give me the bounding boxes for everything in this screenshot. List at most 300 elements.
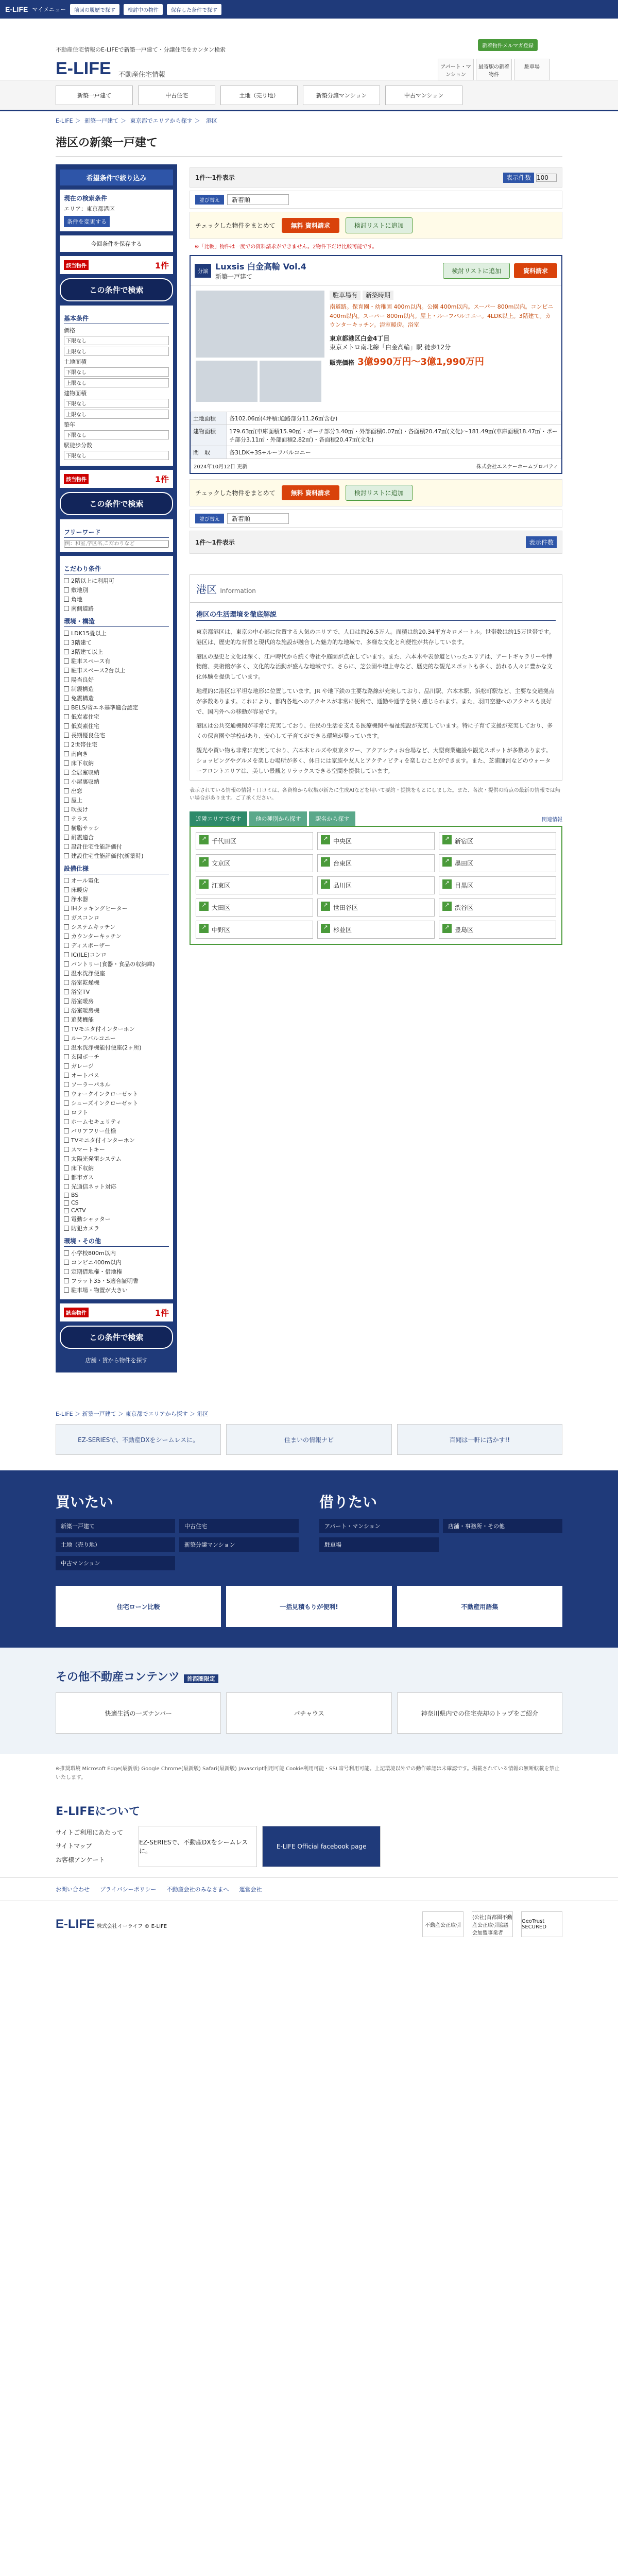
change-conditions-button[interactable]: 条件を変更する: [64, 216, 110, 227]
checkbox-label: 吹抜け: [71, 806, 88, 813]
building-area-label: 建物面積: [64, 390, 87, 397]
filter-checkbox[interactable]: [64, 1136, 169, 1144]
price-label: 価格: [64, 327, 75, 334]
filter-checkbox[interactable]: [64, 805, 169, 814]
footer-nav-link[interactable]: 中古住宅: [179, 1519, 299, 1533]
age-select[interactable]: 下限なし: [64, 430, 169, 439]
search-button[interactable]: この条件で検索: [60, 492, 173, 515]
saved-search-button[interactable]: 保存した条件で探す: [167, 4, 221, 15]
checkbox-icon[interactable]: [64, 896, 69, 902]
filter-checkbox[interactable]: [64, 731, 169, 739]
price-min-select[interactable]: 下限なし: [64, 336, 169, 345]
checkbox-icon[interactable]: [64, 1036, 69, 1041]
checkbox-label: システムキッチン: [71, 924, 116, 930]
filter-checkbox[interactable]: [64, 932, 169, 940]
checkbox-icon[interactable]: [64, 816, 69, 821]
recent-history-button[interactable]: 前回の履歴で探す: [70, 4, 119, 15]
filter-checkbox[interactable]: [64, 969, 169, 977]
nearby-area-link[interactable]: ↗ 文京区: [196, 854, 313, 872]
nearby-area-link[interactable]: ↗ 江東区: [196, 876, 313, 894]
banner-ez-series[interactable]: EZ-SERIESで、不動産DXをシームレスに。: [56, 1424, 221, 1455]
nearby-area-link[interactable]: ↗ 目黒区: [439, 876, 556, 894]
filter-checkbox[interactable]: [64, 978, 169, 987]
hit-count-value: 1件: [154, 474, 169, 484]
filter-checkbox[interactable]: [64, 759, 169, 767]
filter-checkbox[interactable]: [64, 1199, 169, 1206]
freeword-input[interactable]: [64, 540, 169, 548]
filter-checkbox[interactable]: [64, 657, 169, 665]
checkbox-icon[interactable]: [64, 1008, 69, 1013]
nearby-area-link[interactable]: ↗ 世田谷区: [317, 899, 435, 917]
search-button[interactable]: この条件で検索: [60, 1326, 173, 1349]
checkbox-icon[interactable]: [64, 1165, 69, 1171]
breadcrumb-item[interactable]: 新築一戸建て: [82, 1411, 116, 1417]
about-link[interactable]: サイトマップ: [56, 1842, 92, 1850]
save-conditions-button[interactable]: 今回条件を保存する: [60, 235, 173, 252]
checkbox-label: 2階以上に利用可: [71, 578, 114, 584]
checkbox-icon[interactable]: [64, 1147, 69, 1152]
filter-checkbox[interactable]: [64, 1127, 169, 1135]
filter-checkbox[interactable]: [64, 577, 169, 585]
filter-checkbox[interactable]: [64, 787, 169, 795]
filter-checkbox[interactable]: [64, 1108, 169, 1116]
site-logo[interactable]: E-LIFE: [56, 59, 111, 78]
about-banner-facebook[interactable]: E-LIFE Official facebook page: [262, 1826, 381, 1867]
property-main-photo[interactable]: [196, 291, 324, 358]
bulk-request-button[interactable]: 無料 資料請求: [282, 485, 339, 500]
checkbox-icon[interactable]: [64, 1082, 69, 1087]
checkbox-icon[interactable]: [64, 696, 69, 701]
filter-checkbox[interactable]: [64, 595, 169, 603]
filter-checkbox[interactable]: [64, 777, 169, 786]
filter-checkbox[interactable]: [64, 1006, 169, 1014]
filter-checkbox[interactable]: [64, 1090, 169, 1098]
filter-checkbox[interactable]: [64, 1164, 169, 1172]
nearby-area-link[interactable]: ↗ 豊島区: [439, 921, 556, 939]
footer-nav-link[interactable]: 中古マンション: [56, 1556, 175, 1570]
header-link-parking[interactable]: 駐車場: [514, 59, 550, 80]
filter-checkbox[interactable]: [64, 1117, 169, 1126]
filter-checkbox[interactable]: [64, 913, 169, 922]
considering-list-button[interactable]: 検討中の物件: [124, 4, 163, 15]
filter-checkbox[interactable]: [64, 997, 169, 1005]
related-link[interactable]: 関連情報: [542, 817, 562, 823]
footer-link[interactable]: 不動産会社のみなさまへ: [166, 1886, 229, 1893]
checkbox-icon[interactable]: [64, 1026, 69, 1031]
checkbox-icon[interactable]: [64, 1063, 69, 1069]
filter-checkbox[interactable]: [64, 941, 169, 950]
filter-checkbox[interactable]: [64, 876, 169, 885]
filter-checkbox[interactable]: [64, 685, 169, 693]
filter-checkbox[interactable]: [64, 666, 169, 674]
filter-checkbox[interactable]: [64, 1080, 169, 1089]
sort-select[interactable]: 新着順: [227, 194, 289, 205]
header-catch: 不動産住宅情報のE-LIFEで新築一戸建て・分譲住宅をカンタン検索: [56, 46, 226, 53]
card-request-button[interactable]: 資料請求: [514, 263, 557, 278]
checkbox-label: 免震構造: [71, 695, 94, 702]
filter-checkbox[interactable]: [64, 1099, 169, 1107]
gnav-land[interactable]: 土地（売り地）: [220, 86, 298, 105]
breadcrumb: E-LIFE ＞ 新築一戸建て ＞ 東京都でエリアから探す ＞ 港区: [56, 117, 218, 124]
site-logo-small[interactable]: E-LIFE: [5, 5, 28, 13]
tab-station[interactable]: 駅名から探す: [309, 811, 355, 826]
bulk-request-button[interactable]: 無料 資料請求: [282, 218, 339, 233]
checkbox-icon[interactable]: [64, 1216, 69, 1222]
other-banner[interactable]: パチャウス: [226, 1692, 391, 1734]
footer-link[interactable]: プライバシーポリシー: [100, 1886, 157, 1893]
filter-checkbox[interactable]: [64, 1173, 169, 1181]
site-header: [0, 19, 618, 80]
checkbox-icon[interactable]: [64, 934, 69, 939]
checkbox-icon[interactable]: [64, 649, 69, 654]
footer-logo[interactable]: E-LIFE: [56, 1917, 95, 1931]
property-features: 南道路。保育園・幼稚園 400m以内。公園 400m以内。スーパー 800m以内。コンビニ 400m以内。スーパー 800m以内。屋上・ルーフバルコニー。4LDK以上。3階建て。カウンターキッチン。浴室暖房。浴室: [330, 303, 554, 329]
kodawari-title: こだわり条件: [64, 564, 169, 574]
filter-checkbox[interactable]: [64, 694, 169, 702]
checkbox-icon[interactable]: [64, 887, 69, 892]
filter-checkbox[interactable]: [64, 604, 169, 613]
buy-links: [56, 1519, 299, 1570]
filter-checkbox[interactable]: [64, 648, 169, 656]
checkbox-icon[interactable]: [64, 788, 69, 793]
nearby-area-link[interactable]: ↗ 墨田区: [439, 854, 556, 872]
nearby-area-link[interactable]: ↗ 渋谷区: [439, 899, 556, 917]
banner-estimate[interactable]: 一括見積もりが便利!: [226, 1586, 391, 1627]
footer-link[interactable]: 運営会社: [239, 1886, 262, 1893]
view-count-button[interactable]: 表示件数: [503, 173, 534, 183]
footer-feature-banners: [56, 1586, 562, 1627]
breadcrumb-item[interactable]: 新築一戸建て: [84, 117, 119, 124]
checkbox-icon[interactable]: [64, 853, 69, 858]
checkbox-icon[interactable]: [64, 825, 69, 831]
filter-checkbox[interactable]: [64, 951, 169, 959]
bulk-add-list-button[interactable]: 検討リストに追加: [346, 217, 413, 233]
filter-checkbox[interactable]: [64, 1034, 169, 1042]
nearby-area-link[interactable]: ↗ 中央区: [317, 832, 435, 850]
checkbox-icon[interactable]: [64, 844, 69, 849]
checkbox-icon[interactable]: [64, 578, 69, 583]
bulk-note: ※「比較」物件は一度での資料請求ができません。2物件下だけ比較可能です。: [195, 244, 377, 250]
filter-checkbox[interactable]: [64, 1249, 169, 1257]
card-add-list-button[interactable]: 検討リストに追加: [443, 263, 510, 279]
filter-checkbox[interactable]: [64, 722, 169, 730]
breadcrumb-item[interactable]: 東京都でエリアから探す: [130, 117, 193, 124]
gnav-used-mansion[interactable]: 中古マンション: [385, 86, 462, 105]
building-min-select[interactable]: 下限なし: [64, 399, 169, 408]
checkbox-label: 床暖房: [71, 887, 88, 893]
filter-checkbox[interactable]: [64, 1053, 169, 1061]
equip-list: [64, 876, 169, 1232]
filter-checkbox[interactable]: [64, 1071, 169, 1079]
about-link[interactable]: お客様アンケート: [56, 1856, 105, 1863]
property-price: 販売価格 3億990万円〜3億1,990万円: [330, 356, 484, 367]
walk-select[interactable]: 下限なし: [64, 451, 169, 460]
checkbox-icon[interactable]: [64, 686, 69, 691]
checkbox-label: 浄水器: [71, 896, 88, 903]
checkbox-icon[interactable]: [64, 723, 69, 728]
checkbox-icon[interactable]: [64, 668, 69, 673]
filter-checkbox[interactable]: [64, 675, 169, 684]
checkbox-icon[interactable]: [64, 1287, 69, 1293]
checkbox-icon[interactable]: [64, 1156, 69, 1161]
checkbox-icon[interactable]: [64, 915, 69, 920]
result-range: 1件〜1件表示: [195, 174, 235, 181]
checkbox-label: コンビニ400m以内: [71, 1259, 122, 1266]
checkbox-label: 浴室暖房: [71, 998, 94, 1005]
breadcrumb-item[interactable]: 東京都でエリアから探す: [125, 1411, 188, 1417]
filter-checkbox[interactable]: [64, 824, 169, 832]
checkbox-icon[interactable]: [64, 878, 69, 883]
nearby-area-link[interactable]: ↗ 中野区: [196, 921, 313, 939]
filter-checkbox[interactable]: [64, 629, 169, 637]
filter-checkbox[interactable]: [64, 768, 169, 776]
checkbox-icon[interactable]: [64, 705, 69, 710]
about-link[interactable]: サイトご利用にあたって: [56, 1829, 124, 1836]
property-sub-photo[interactable]: [260, 361, 321, 402]
sort-button[interactable]: 並び替え: [195, 514, 224, 523]
view-count-button[interactable]: 表示件数: [526, 536, 557, 548]
checkbox-icon[interactable]: [64, 1091, 69, 1096]
checkbox-icon[interactable]: [64, 807, 69, 812]
kodawari-list: [64, 577, 169, 613]
property-name[interactable]: Luxsis 白金高輪 Vol.4: [215, 262, 306, 272]
checkbox-icon[interactable]: [64, 597, 69, 602]
filter-checkbox[interactable]: [64, 1062, 169, 1070]
freeword-box: [60, 519, 173, 552]
filter-checkbox[interactable]: [64, 703, 169, 711]
checkbox-label: 浴室暖房機: [71, 1007, 99, 1014]
filter-checkbox[interactable]: [64, 833, 169, 841]
checkbox-icon[interactable]: [64, 1269, 69, 1274]
filter-checkbox[interactable]: [64, 815, 169, 823]
checkbox-icon[interactable]: [64, 980, 69, 985]
checkbox-label: 南向き: [71, 751, 88, 757]
land-min-select[interactable]: 下限なし: [64, 367, 169, 377]
filter-checkbox[interactable]: [64, 1224, 169, 1232]
gnav-new-mansion[interactable]: 新築分譲マンション: [303, 86, 380, 105]
bulk-add-list-button[interactable]: 検討リストに追加: [346, 485, 413, 501]
checkbox-label: 駐車場・物置が大きい: [71, 1287, 128, 1294]
checkbox-icon[interactable]: [64, 742, 69, 747]
checkbox-icon[interactable]: [64, 1226, 69, 1231]
checkbox-icon[interactable]: [64, 779, 69, 784]
property-sub-photo[interactable]: [196, 361, 258, 402]
checkbox-label: TVモニタ付インターホン: [71, 1137, 135, 1144]
breadcrumb-item[interactable]: E-LIFE: [56, 117, 73, 124]
geotrust-badge[interactable]: GeoTrust SECURED: [521, 1911, 562, 1937]
banner-glossary[interactable]: 不動産用語集: [397, 1586, 562, 1627]
checkbox-icon[interactable]: [64, 1128, 69, 1133]
checkbox-icon[interactable]: [64, 677, 69, 682]
header-link-station[interactable]: 最寄駅の新着物件: [476, 59, 512, 80]
checkbox-icon[interactable]: [64, 1208, 69, 1213]
nearby-area-link[interactable]: ↗ 品川区: [317, 876, 435, 894]
filter-checkbox[interactable]: [64, 1215, 169, 1223]
filter-checkbox[interactable]: [64, 923, 169, 931]
filter-checkbox[interactable]: [64, 1025, 169, 1033]
footer-link[interactable]: お問い合わせ: [56, 1886, 90, 1893]
filter-checkbox[interactable]: [64, 750, 169, 758]
copyright-text: 株式会社イーライフ © E-LIFE: [96, 1924, 167, 1929]
checkbox-label: ロフト: [71, 1109, 88, 1116]
nearby-area-link[interactable]: ↗ 杉並区: [317, 921, 435, 939]
checkbox-label: 出窓: [71, 788, 82, 794]
checkbox-icon[interactable]: [64, 798, 69, 803]
checkbox-icon[interactable]: [64, 1193, 69, 1198]
filter-checkbox[interactable]: [64, 895, 169, 903]
nearby-area-link[interactable]: ↗ 新宿区: [439, 832, 556, 850]
land-max-select[interactable]: 上限なし: [64, 378, 169, 387]
filter-checkbox[interactable]: [64, 1182, 169, 1191]
filter-checkbox[interactable]: [64, 852, 169, 860]
checkbox-icon[interactable]: [64, 1138, 69, 1143]
footer-nav-link[interactable]: 店舗・事務所・その他: [443, 1519, 562, 1533]
footer-nav: [0, 1470, 618, 1648]
nearby-area-link[interactable]: ↗ 大田区: [196, 899, 313, 917]
footer-breadcrumb: E-LIFE ＞ 新築一戸建て ＞ 東京都でエリアから探す ＞ 港区: [56, 1411, 209, 1417]
filter-checkbox[interactable]: [64, 1043, 169, 1052]
property-card-body: [191, 285, 561, 412]
checkbox-icon[interactable]: [64, 1175, 69, 1180]
checkbox-label: 設計住宅性能評価付: [71, 843, 122, 850]
checkbox-icon[interactable]: [64, 1119, 69, 1124]
checkbox-icon[interactable]: [64, 989, 69, 994]
banner-loan[interactable]: 住宅ローン比較: [56, 1586, 221, 1627]
checkbox-icon[interactable]: [64, 751, 69, 756]
filter-checkbox[interactable]: [64, 1145, 169, 1154]
store-search-link[interactable]: 店舗・賃から物件を探す: [85, 1357, 148, 1364]
checkbox-icon[interactable]: [64, 606, 69, 611]
checkbox-icon[interactable]: [64, 1100, 69, 1106]
site-logo-sub: 不動産住宅情報: [118, 71, 166, 79]
filter-checkbox[interactable]: [64, 586, 169, 594]
about-banner-ez[interactable]: EZ-SERIESで、不動産DXをシームレスに。: [139, 1826, 257, 1867]
checkbox-icon[interactable]: [64, 952, 69, 957]
current-conditions-title: 現在の検索条件: [64, 195, 108, 202]
about-section: [0, 1792, 618, 1877]
checkbox-icon[interactable]: [64, 733, 69, 738]
filter-checkbox[interactable]: [64, 1192, 169, 1198]
filter-checkbox[interactable]: [64, 1277, 169, 1285]
checkbox-icon[interactable]: [64, 770, 69, 775]
filter-checkbox[interactable]: [64, 740, 169, 749]
checkbox-icon[interactable]: [64, 1250, 69, 1256]
footer-nav-link[interactable]: アパート・マンション: [319, 1519, 439, 1533]
company-name: 株式会社エスケーホームプロパティ: [476, 464, 558, 470]
filter-checkbox[interactable]: [64, 713, 169, 721]
checkbox-icon[interactable]: [64, 1073, 69, 1078]
checkbox-label: 建設住宅性能評価付(新築時): [71, 853, 144, 859]
per-page-select[interactable]: 100: [536, 174, 557, 182]
newsletter-badge[interactable]: 新着物件メルマガ登録: [478, 39, 538, 51]
checkbox-icon[interactable]: [64, 1017, 69, 1022]
checkbox-icon[interactable]: [64, 1110, 69, 1115]
filter-checkbox[interactable]: [64, 1015, 169, 1024]
gnav-new-house[interactable]: 新築一戸建て: [56, 86, 133, 105]
checkbox-icon[interactable]: [64, 1184, 69, 1189]
checkbox-icon[interactable]: [64, 631, 69, 636]
footer-nav-link[interactable]: 駐車場: [319, 1537, 439, 1552]
filter-checkbox[interactable]: [64, 796, 169, 804]
other-banner[interactable]: 快適生活の一ズナンバー: [56, 1692, 221, 1734]
walk-label: 駅徒歩分数: [64, 442, 92, 449]
checkbox-icon[interactable]: [64, 640, 69, 645]
building-max-select[interactable]: 上限なし: [64, 410, 169, 419]
bulk-label: チェックした物件をまとめて: [195, 222, 276, 229]
checkbox-icon[interactable]: [64, 1260, 69, 1265]
ward-info-subheading: 港区の生活環境を徹底解説: [196, 609, 556, 621]
filter-checkbox[interactable]: [64, 960, 169, 968]
tab-other-type[interactable]: 他の種別から探す: [249, 811, 307, 826]
checkbox-icon[interactable]: [64, 998, 69, 1004]
checkbox-icon[interactable]: [64, 835, 69, 840]
checkbox-icon[interactable]: [64, 906, 69, 911]
breadcrumb-current: 港区: [197, 1411, 209, 1417]
checkbox-icon[interactable]: [64, 1045, 69, 1050]
filter-checkbox[interactable]: [64, 842, 169, 851]
filter-checkbox[interactable]: [64, 1207, 169, 1214]
checkbox-label: 光通信ネット対応: [71, 1183, 116, 1190]
checkbox-icon[interactable]: [64, 924, 69, 929]
result-pager: [190, 167, 562, 188]
basic-conditions: [60, 306, 173, 466]
sort-button[interactable]: 並び替え: [195, 195, 224, 205]
price-max-select[interactable]: 上限なし: [64, 347, 169, 356]
filter-checkbox[interactable]: [64, 886, 169, 894]
sort-select[interactable]: 新着順: [227, 513, 289, 524]
checkbox-icon[interactable]: [64, 1054, 69, 1059]
nearby-area-link[interactable]: ↗ 台東区: [317, 854, 435, 872]
footer-nav-link[interactable]: 新築分譲マンション: [179, 1537, 299, 1552]
checkbox-icon[interactable]: [64, 587, 69, 592]
filter-checkbox[interactable]: [64, 988, 169, 996]
breadcrumb-item[interactable]: E-LIFE: [56, 1411, 73, 1417]
header-link-apartment[interactable]: アパート・マンション: [438, 59, 474, 80]
checkbox-label: 全居室収納: [71, 769, 99, 776]
env-list: [64, 629, 169, 860]
checkbox-icon[interactable]: [64, 760, 69, 766]
filter-checkbox[interactable]: [64, 638, 169, 647]
checkbox-icon[interactable]: [64, 658, 69, 664]
property-card: [190, 255, 562, 474]
checkbox-icon[interactable]: [64, 1278, 69, 1283]
footer-nav-link[interactable]: 新築一戸建て: [56, 1519, 175, 1533]
checkbox-label: 敷地別: [71, 587, 88, 594]
checkbox-icon[interactable]: [64, 971, 69, 976]
checkbox-icon[interactable]: [64, 1200, 69, 1206]
filter-checkbox[interactable]: [64, 1286, 169, 1294]
filter-checkbox[interactable]: [64, 1267, 169, 1276]
filter-checkbox[interactable]: [64, 1155, 169, 1163]
global-nav: [0, 80, 618, 111]
search-button[interactable]: この条件で検索: [60, 278, 173, 301]
filter-checkbox[interactable]: [64, 1258, 169, 1266]
checkbox-icon[interactable]: [64, 961, 69, 967]
checkbox-label: 耐震適合: [71, 834, 94, 841]
banner-hyakubun[interactable]: 百聞は一軒に活かす!!: [397, 1424, 562, 1455]
checkbox-icon[interactable]: [64, 714, 69, 719]
footer-nav-link[interactable]: 土地（売り地）: [56, 1537, 175, 1552]
tab-nearby-area[interactable]: 近隣エリアで探す: [190, 811, 247, 826]
gnav-used-house[interactable]: 中古住宅: [138, 86, 215, 105]
checkbox-icon[interactable]: [64, 943, 69, 948]
rent-links: [319, 1519, 562, 1552]
update-date: 2024年10月12日 更新: [194, 464, 248, 470]
banner-sumai-navi[interactable]: 住まいの情報ナビ: [226, 1424, 391, 1455]
other-banner[interactable]: 神奈川県内での住宅売却のトップをご紹介: [397, 1692, 562, 1734]
nearby-area-link[interactable]: ↗ 千代田区: [196, 832, 313, 850]
filter-checkbox[interactable]: [64, 904, 169, 912]
